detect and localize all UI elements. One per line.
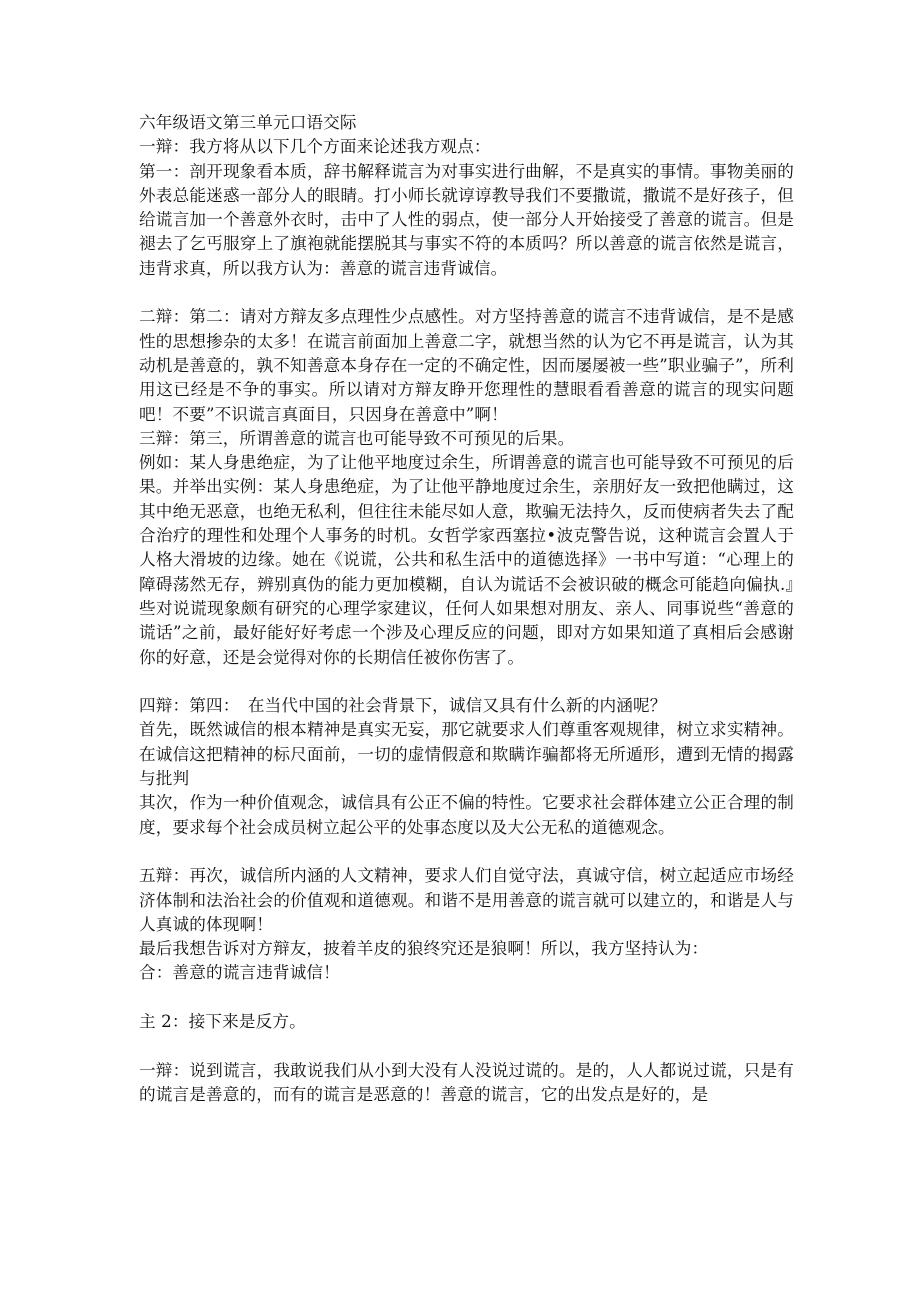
paragraph-secondly: 其次，作为一种价值观念，诚信具有公正不偏的特性。它要求社会群体建立公正合理的制度，要求每个社会成员树立起公平的处事态度以及大公无私的道德观念。 <box>139 793 794 837</box>
paragraph-opposing-first-debater: 一辩：说到谎言，我敢说我们从小到大没有人没说过谎的。是的，人人都说过谎，只是有的谎言是善意的，而有的谎言是恶意的！善意的谎言，它的出发点是好的，是 <box>139 1060 794 1104</box>
paragraph-fourth-debater: 四辩：第四： 在当代中国的社会背景下，诚信又具有什么新的内涵呢？ <box>139 696 667 716</box>
document-page <box>139 111 794 1107</box>
paragraph-fifth-debater: 五辩：再次，诚信所内涵的人文精神，要求人们自觉守法，真诚守信，树立起适应市场经济体制和法治社会的价值观和道德观。和谐不是用善意的谎言就可以建立的，和谐是人与人真诚的体现啊！ <box>139 866 794 934</box>
paragraph-point-one: 第一：剖开现象看本质，辞书解释谎言为对事实进行曲解，不是真实的事情。事物美丽的外表总能迷惑一部分人的眼睛。打小师长就谆谆教导我们不要撒谎，撒谎不是好孩子，但给谎言加一个善意外衣时，击中了人性的弱点，使一部分人开始接受了善意的谎言。但是褪去了乞丐服穿上了旗袍就能摆脱其与事实不符的本质吗？所以善意的谎言依然是谎言，违背求真，所以我方认为：善意的谎言违背诚信。 <box>139 161 794 278</box>
paragraph-spacer <box>139 1034 794 1058</box>
paragraph-host: 主 2：接下来是反方。 <box>139 1011 306 1031</box>
paragraph-finally: 最后我想告诉对方辩友，披着羊皮的狼终究还是狼啊！所以，我方坚持认为： <box>139 939 709 959</box>
document-title: 六年级语文第三单元口语交际 <box>139 113 357 132</box>
paragraph-spacer <box>139 281 794 305</box>
paragraph-spacer <box>139 840 794 864</box>
paragraph-example: 例如：某人身患绝症，为了让他平地度过余生，所谓善意的谎言也可能导致不可预见的后果。并举出实例：某人身患绝症，为了让他平静地度过余生，亲朋好友一致把他瞒过，这其中绝无恶意，也绝无私利，但往往未能尽如人意，欺骗无法持久，反而使病者失去了配合治疗的理性和处理个人事务的时机。女哲学家西塞拉•波克警告说，这种谎言会置人于人格大滑坡的边缘。她在《说谎，公共和私生活中的道德选择》一书中写道：“心理上的障碍荡然无存，辨别真伪的能力更加模糊，自认为谎话不会被识破的概念可能趋向偏执.』些对说谎现象颇有研究的心理学家建议，任何人如果想对朋友、亲人、同事说些“善意的谎话”之前，最好能好好考虑一个涉及心理反应的问题，即对方如果知道了真相后会感谢你的好意，还是会觉得对你的长期信任被你伤害了。 <box>139 453 794 667</box>
paragraph-spacer <box>139 986 794 1010</box>
paragraph-first-debater-intro: 一辩：我方将从以下几个方面来论述我方观点： <box>139 137 491 157</box>
paragraph-firstly: 首先，既然诚信的根本精神是真实无妄，那它就要求人们尊重客观规律，树立求实精神。在诚信这把精神的标尺面前，一切的虚情假意和欺瞒诈骗都将无所遁形，遭到无情的揭露与批判 <box>139 720 794 789</box>
paragraph-third-debater: 三辩：第三，所谓善意的谎言也可能导致不可预见的后果。 <box>139 428 575 448</box>
paragraph-spacer <box>139 670 794 694</box>
paragraph-conclusion: 合：善意的谎言违背诚信！ <box>139 963 340 983</box>
paragraph-second-debater: 二辩：第二：请对方辩友多点理性少点感性。对方坚持善意的谎言不违背诚信，是不是感性的思想掺杂的太多！在谎言前面加上善意二字，就想当然的认为它不再是谎言，认为其动机是善意的，孰不知善意本身存在一定的不确定性，因而屡屡被一些”职业骗子”，所利用这已经是不争的事实。所以请对方辩友睁开您理性的慧眼看看善意的谎言的现实问题吧！不要”不识谎言真面目，只因身在善意中”啊！ <box>139 307 794 424</box>
